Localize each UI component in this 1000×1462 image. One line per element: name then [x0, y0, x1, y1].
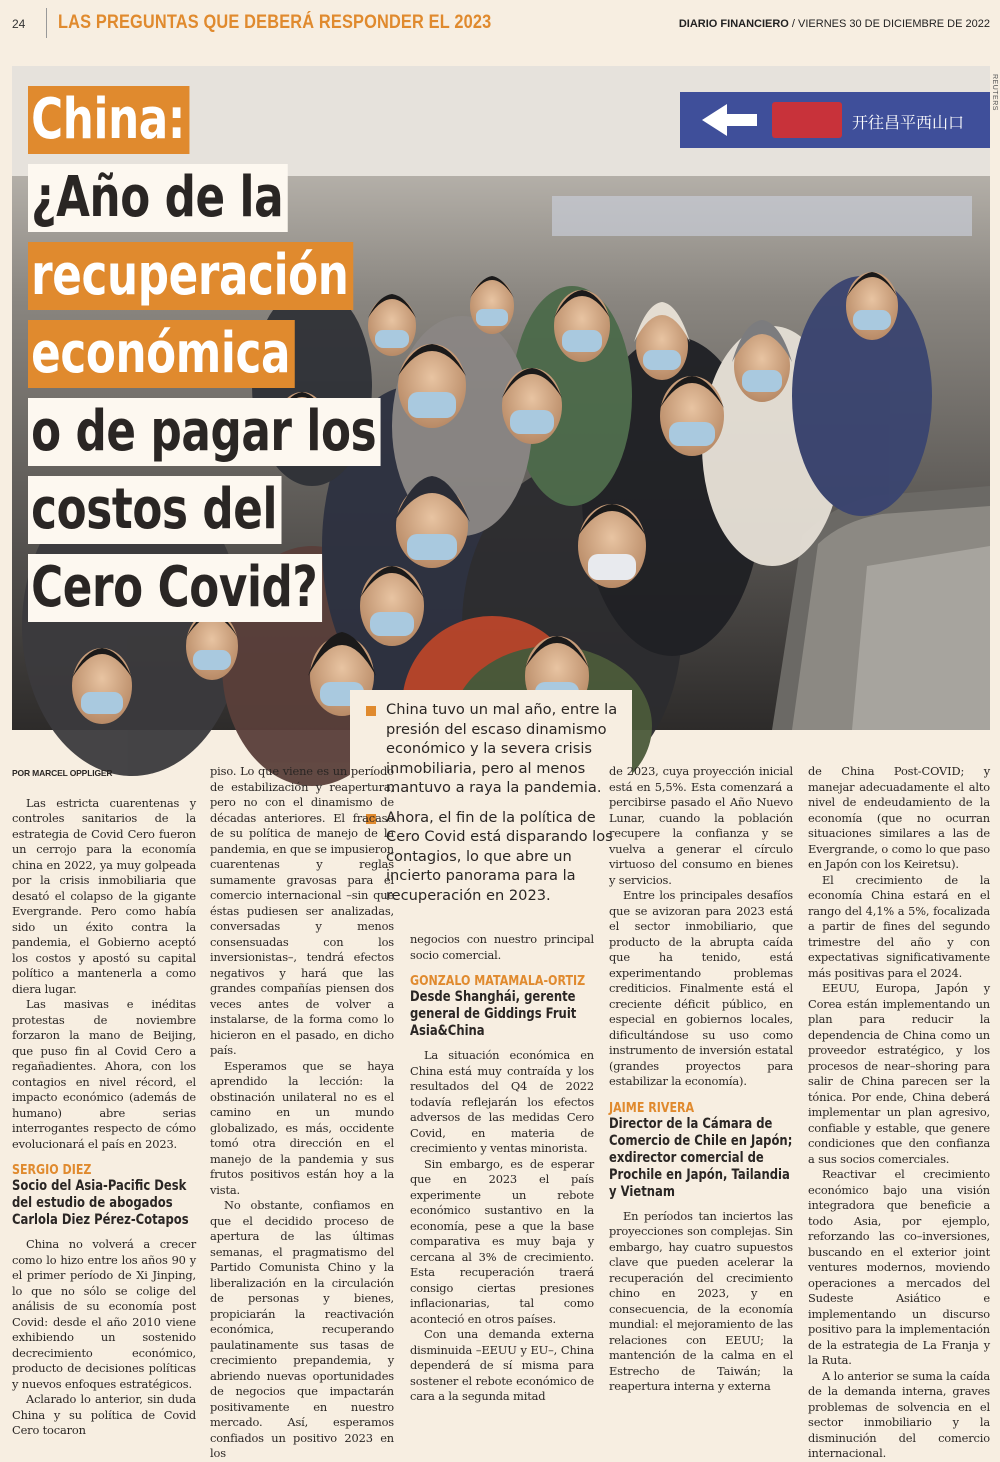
paper-name: DIARIO FINANCIERO — [678, 18, 789, 30]
author-role: Director de la Cámara de Comercio de Chile en Japón; exdirector comercial de Prochile en Japón, Tailandia y Vietnam — [609, 1115, 793, 1200]
paragraph: Aclarado lo anterior, sin duda China y su política de Covid Cero tocaron — [12, 1392, 196, 1437]
paragraph: negocios con nuestro principal socio comercial. — [410, 932, 594, 962]
paragraph: Las estricta cuarentenas y controles sanitarios de la estrategia de Covid Cero fueron un cerrojo para la economía china en 2022, ya muy golpeada por la crisis inmobiliaria que desató el colapso de la gigante Evergrande. Pero como había sido un éxito contra la pandemia, el Gobierno aceptó los costos y apostó su capital político a mantenerla a como diera lugar. — [12, 795, 196, 996]
header-divider — [46, 8, 47, 38]
paragraph: Las masivas e inéditas protestas de noviembre forzaron la mano de Beijing, que puso fin al Covid Cero a regañadientes. Ahora, con los contagios en nivel récord, el impacto económico (además de humano) abre serias interrogantes respecto de cómo evolucionará el país en 2023. — [12, 997, 196, 1151]
author-role: Desde Shanghái, gerente general de Giddings Fruit Asia&China — [410, 989, 577, 1039]
sign-text: 开往昌平西山口 — [852, 113, 965, 132]
paragraph: Reactivar el crecimiento económico bajo una visión integradora que beneficie a todo Asia, por ejemplo, reforzando las co–inversiones, buscando en el exterior joint ventures modernos, moviendo operaciones a mercados del Sudeste Asiático e implementando un discurso positivo para la implementación de la estrategia de La Franja y la Ruta. — [808, 1167, 990, 1367]
paragraph: China no volverá a crecer como lo hizo entre los años 90 y el primer período de Xi Jinping, lo que no sólo se colige del análisis de su economía post Covid: desde el año 2010 viene exhibiendo un sostenido decrecimiento económico, producto de decisiones políticas y nuevos enfoques estratégicos. — [12, 1237, 196, 1391]
headline-line: ¿Año de la — [28, 164, 448, 232]
author-name: SERGIO DIEZ — [12, 1162, 92, 1178]
paper-info — [679, 18, 990, 30]
paragraph: No obstante, confiamos en que el decidido proceso de apertura de las últimas semanas, el pragmatismo del Partido Comunista Chino y la liberalización en la circulación de personas y bienes, propiciarán la reactivación económica, recuperando paulatinamente sus tasas de crecimiento prepandemia, y abriendo nuevas oportunidades de negocios que impactarán positivamente en nuestro mercado. Así, esperamos confiados un positivo 2023 en los — [210, 1198, 394, 1460]
paragraph: En períodos tan inciertos las proyecciones son complejas. Sin embargo, hay cuatro supuestos clave que pueden acelerar la recuperación del crecimiento chino en 2023, y en consecuencia, de la economía mundial: el mejoramiento de las relaciones con EEUU; la mantención de la calma en el Estrecho de Taiwán; la reapertura interna y externa — [609, 1208, 793, 1393]
article-column-3 — [410, 932, 594, 1405]
paragraph: de China Post-COVID; y manejar adecuadamente el alto nivel de endeudamiento de la economía (que no ocurran situaciones similares a las de Evergrande, o como lo que paso en Japón con los Keiretsu). — [808, 764, 990, 871]
headline-line: recuperación — [28, 242, 448, 310]
section-title: LAS PREGUNTAS QUE DEBERÁ RESPONDER EL 2023 — [58, 12, 492, 33]
callout-item: China tuvo un mal año, entre la presión del escaso dinamismo económico y la severa crisis inmobiliaria, pero al menos mantuvo a raya la pandemia. — [360, 700, 622, 798]
author-role: Socio del Asia-Pacific Desk del estudio de abogados Carlola Diez Pérez-Cotapos — [12, 1178, 189, 1228]
headline-line: costos del — [28, 476, 448, 544]
article-column-4 — [609, 764, 793, 1395]
headline — [28, 86, 448, 632]
headline-line: económica — [28, 320, 448, 388]
photo-credit: REUTERS — [991, 74, 998, 111]
article-column-1 — [12, 766, 196, 1439]
paragraph: de 2023, cuya proyección inicial está en 5,5%. Esta comenzará a percibirse pasado el Año Nuevo Lunar, cuando la población recupere la confianza y se vuelva a generar el círculo virtuoso del consumo en bienes y servicios. — [609, 764, 793, 887]
callout-item: Ahora, el fin de la política de Cero Covid está disparando los contagios, lo que abre un incierto panorama para la recuperación en 2023. — [360, 808, 622, 906]
paragraph: A lo anterior se suma la caída de la demanda interna, graves problemas de solvencia en el sector inmobiliario y la disminución del comercio internacional. — [808, 1368, 990, 1460]
paragraph: Entre los principales desafíos que se avizoran para 2023 está el sector inmobiliario, que producto de la abrupta caída que ha tenido, está experimentando problemas crediticios. Finalmente está el creciente déficit público, en especial en gobiernos locales, dificultándose su uso como instrumento de inversión estatal (grandes proyectos para estabilizar la economía). — [609, 888, 793, 1088]
paragraph: Con una demanda externa disminuida –EEUU y EU–, China dependerá de sí misma para sostener el rebote económico de cara a la segunda mitad — [410, 1327, 594, 1403]
paragraph: EEUU, Europa, Japón y Corea están implementando un plan para reducir la dependencia de China como un proveedor estratégico, y los procesos de near–shoring para salir de China parecen ser la tónica. Por ende, China deberá implementar un plan agresivo, confiable y estable, que genere condiciones que den confianza a sus socios comerciales. — [808, 981, 990, 1166]
page-header — [0, 0, 1000, 50]
article-column-2 — [210, 764, 394, 1462]
author-name: GONZALO MATAMALA-ORTIZ — [410, 973, 586, 989]
headline-line: China: — [28, 86, 448, 154]
headline-line: Cero Covid? — [28, 554, 448, 622]
issue-date: / VIERNES 30 DE DICIEMBRE DE 2022 — [788, 18, 990, 30]
page-number: 24 — [12, 17, 26, 31]
headline-line: o de pagar los — [28, 398, 448, 466]
paragraph: Esperamos que se haya aprendido la lección: la obstinación unilateral no es el camino en un mundo globalizado, es más, occidente tomó otra dirección en el manejo de la pandemia y sus frutos positivos están hoy a la vista. — [210, 1058, 394, 1197]
paragraph: piso. Lo que viene es un período de estabilización y reapertura, pero no con el dinamismo de décadas anteriores. El fracaso de su política de manejo de la pandemia, en que se impusieron cuarentenas y reglas sumamente gravosas para el comercio internacional –sin que éstas pudiesen ser analizadas, conversadas y menos consensuadas con los inversionistas–, tendrá efectos negativos y hará que las grandes compañías piensen dos veces antes de volver a instalarse, de la forma como lo hicieron en el pasado, en dicho país. — [210, 764, 394, 1057]
station-sign — [680, 92, 990, 148]
author-name: JAIME RIVERA — [609, 1099, 695, 1116]
paragraph: La situación económica en China está muy contraída y los resultados del Q4 de 2022 todavía reflejarán los efectos adversos de las medidas Cero Covid, en materia de crecimiento y ventas minorista. — [410, 1048, 594, 1155]
bullet-square-icon — [366, 706, 376, 716]
article-column-5 — [808, 764, 990, 1462]
byline: POR MARCEL OPPLIGER — [12, 768, 113, 778]
author-block — [410, 973, 594, 1040]
paragraph: Sin embargo, es de esperar que en 2023 el país experimente un rebote económico sustantivo en la economía, pese a que la base comparativa es muy baja y cercana al 3% de crecimiento. Esta recuperación traerá consigo ciertas presiones inflacionarias, tal como aconteció en otros países. — [410, 1156, 594, 1326]
author-block — [609, 1100, 793, 1201]
author-block — [12, 1162, 196, 1229]
paragraph: El crecimiento de la economía China estará en el rango del 4,1% a 5%, focalizada a partir de fines del segundo trimestre del año y con expectativas significativamente más positivas para el 2024. — [808, 872, 990, 980]
